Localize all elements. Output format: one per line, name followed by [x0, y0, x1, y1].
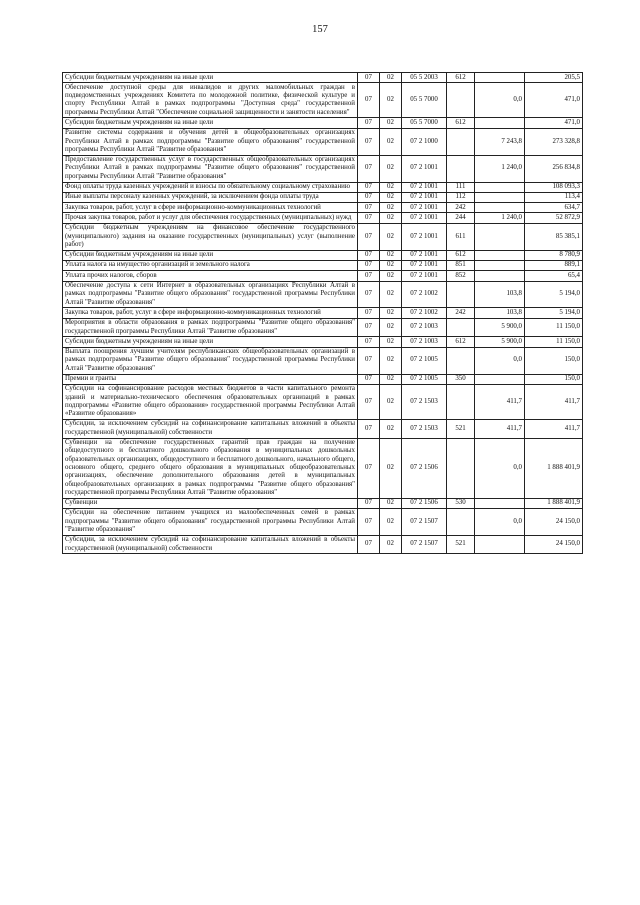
cell-amount-total: 11 150,0	[525, 337, 583, 347]
cell-amount-change	[475, 374, 525, 384]
cell-amount-total: 411,7	[525, 384, 583, 419]
cell-target-article: 07 2 1001	[402, 260, 447, 270]
cell-name: Закупка товаров, работ, услуг в сфере информационно-коммуникационных технологий	[63, 308, 358, 318]
cell-amount-total: 52 872,9	[525, 213, 583, 223]
cell-target-article: 07 2 1005	[402, 347, 447, 374]
cell-section: 07	[358, 508, 380, 535]
cell-section: 07	[358, 419, 380, 438]
cell-section: 07	[358, 213, 380, 223]
cell-target-article: 07 2 1001	[402, 213, 447, 223]
cell-name: Мероприятия в области образования в рамках подпрограммы "Развитие общего образования" государственной программы Республики Алтай "Развитие образования"	[63, 318, 358, 337]
page-number: 157	[312, 24, 328, 35]
cell-amount-total: 1 888 401,9	[525, 498, 583, 508]
cell-amount-change: 411,7	[475, 384, 525, 419]
cell-expense-type: 112	[447, 192, 475, 202]
cell-target-article: 07 2 1001	[402, 223, 447, 250]
cell-expense-type	[447, 318, 475, 337]
cell-section: 07	[358, 337, 380, 347]
cell-amount-total: 150,0	[525, 347, 583, 374]
cell-subsection: 02	[380, 118, 402, 128]
cell-name: Премии и гранты	[63, 374, 358, 384]
cell-target-article: 07 2 1503	[402, 384, 447, 419]
table-row	[63, 337, 583, 347]
cell-amount-change	[475, 182, 525, 192]
table-row	[63, 203, 583, 213]
cell-subsection: 02	[380, 347, 402, 374]
cell-expense-type: 244	[447, 213, 475, 223]
table-row	[63, 347, 583, 374]
table-row	[63, 374, 583, 384]
cell-amount-total: 150,0	[525, 374, 583, 384]
table-row	[63, 155, 583, 182]
cell-target-article: 07 2 1001	[402, 155, 447, 182]
cell-section: 07	[358, 155, 380, 182]
cell-expense-type	[447, 438, 475, 498]
cell-amount-total: 205,5	[525, 73, 583, 83]
budget-table	[62, 72, 583, 554]
cell-subsection: 02	[380, 155, 402, 182]
cell-name: Обеспечение доступной среды для инвалидов и других маломобильных граждан в подведомственных учреждениях Комитета по молодежной политике, физической культуре и спорту Республики Алтай в рамках подпрограммы "Доступная среда" государственной программы Республики Алтай "Обеспечение социальной защищенности и занятости населения"	[63, 83, 358, 118]
cell-amount-total: 5 194,0	[525, 281, 583, 308]
cell-expense-type: 612	[447, 118, 475, 128]
cell-name: Уплата прочих налогов, сборов	[63, 271, 358, 281]
table-row	[63, 535, 583, 554]
table-row	[63, 498, 583, 508]
table-row	[63, 318, 583, 337]
table-row	[63, 182, 583, 192]
cell-expense-type: 242	[447, 203, 475, 213]
cell-amount-total: 24 150,0	[525, 508, 583, 535]
cell-section: 07	[358, 535, 380, 554]
table-row	[63, 73, 583, 83]
cell-expense-type: 612	[447, 337, 475, 347]
cell-name: Субсидии бюджетным учреждениям на иные цели	[63, 118, 358, 128]
cell-name: Прочая закупка товаров, работ и услуг для обеспечения государственных (муниципальных) нужд	[63, 213, 358, 223]
cell-amount-change: 5 900,0	[475, 318, 525, 337]
table-row	[63, 83, 583, 118]
cell-target-article: 07 2 1002	[402, 308, 447, 318]
cell-subsection: 02	[380, 498, 402, 508]
cell-amount-total: 1 888 401,9	[525, 438, 583, 498]
cell-name: Предоставление государственных услуг в государственных общеобразовательных организациях Республики Алтай в рамках подпрограммы "Развитие общего образования" государственной программы Республики Алтай "Развитие образования"	[63, 155, 358, 182]
cell-section: 07	[358, 498, 380, 508]
cell-name: Развитие системы содержания и обучения детей в общеобразовательных организациях Республики Алтай в рамках подпрограммы "Развитие общего образования" государственной программы Республики Алтай "Развитие образования"	[63, 128, 358, 155]
cell-target-article: 07 2 1503	[402, 419, 447, 438]
cell-target-article: 07 2 1005	[402, 374, 447, 384]
cell-section: 07	[358, 438, 380, 498]
table-row	[63, 260, 583, 270]
cell-subsection: 02	[380, 83, 402, 118]
cell-target-article: 07 2 1001	[402, 271, 447, 281]
table-row	[63, 271, 583, 281]
cell-target-article: 07 2 1507	[402, 535, 447, 554]
cell-target-article: 07 2 1506	[402, 498, 447, 508]
table-row	[63, 308, 583, 318]
cell-subsection: 02	[380, 508, 402, 535]
cell-amount-total: 85 385,1	[525, 223, 583, 250]
cell-subsection: 02	[380, 337, 402, 347]
cell-name: Субсидии бюджетным учреждениям на иные цели	[63, 250, 358, 260]
cell-subsection: 02	[380, 281, 402, 308]
table-row	[63, 223, 583, 250]
cell-section: 07	[358, 73, 380, 83]
cell-name: Субсидии бюджетным учреждениям на иные цели	[63, 73, 358, 83]
cell-amount-total: 273 328,8	[525, 128, 583, 155]
cell-target-article: 07 2 1003	[402, 318, 447, 337]
cell-amount-change: 411,7	[475, 419, 525, 438]
cell-subsection: 02	[380, 438, 402, 498]
cell-expense-type	[447, 155, 475, 182]
table-row	[63, 192, 583, 202]
table-row	[63, 281, 583, 308]
cell-expense-type: 111	[447, 182, 475, 192]
cell-amount-total: 889,1	[525, 260, 583, 270]
cell-subsection: 02	[380, 250, 402, 260]
cell-expense-type: 852	[447, 271, 475, 281]
cell-subsection: 02	[380, 128, 402, 155]
cell-expense-type	[447, 83, 475, 118]
cell-amount-total: 256 834,8	[525, 155, 583, 182]
cell-expense-type: 611	[447, 223, 475, 250]
cell-amount-change	[475, 223, 525, 250]
cell-amount-total: 113,4	[525, 192, 583, 202]
cell-target-article: 05 5 7000	[402, 83, 447, 118]
cell-amount-change: 7 243,8	[475, 128, 525, 155]
table-row	[63, 118, 583, 128]
cell-name: Иные выплаты персоналу казенных учреждений, за исключением фонда оплаты труда	[63, 192, 358, 202]
cell-amount-total: 65,4	[525, 271, 583, 281]
cell-amount-total: 108 093,3	[525, 182, 583, 192]
cell-expense-type: 612	[447, 73, 475, 83]
cell-expense-type: 350	[447, 374, 475, 384]
cell-amount-change: 0,0	[475, 508, 525, 535]
cell-target-article: 07 2 1003	[402, 337, 447, 347]
cell-amount-change: 1 240,0	[475, 155, 525, 182]
table-row	[63, 508, 583, 535]
cell-amount-total: 471,0	[525, 118, 583, 128]
cell-section: 07	[358, 260, 380, 270]
cell-amount-change: 103,8	[475, 308, 525, 318]
cell-amount-total: 634,7	[525, 203, 583, 213]
cell-amount-change	[475, 73, 525, 83]
cell-name: Фонд оплаты труда казенных учреждений и взносы по обязательному социальному страхованию	[63, 182, 358, 192]
cell-subsection: 02	[380, 192, 402, 202]
cell-amount-change: 0,0	[475, 83, 525, 118]
cell-subsection: 02	[380, 271, 402, 281]
table-row	[63, 213, 583, 223]
cell-target-article: 05 5 7000	[402, 118, 447, 128]
table-row	[63, 384, 583, 419]
cell-name: Субвенции	[63, 498, 358, 508]
cell-name: Субсидии бюджетным учреждениям на иные цели	[63, 337, 358, 347]
cell-section: 07	[358, 203, 380, 213]
cell-name: Уплата налога на имущество организаций и земельного налога	[63, 260, 358, 270]
cell-amount-change: 103,8	[475, 281, 525, 308]
cell-amount-change	[475, 535, 525, 554]
cell-subsection: 02	[380, 384, 402, 419]
cell-amount-change	[475, 118, 525, 128]
cell-target-article: 07 2 1002	[402, 281, 447, 308]
cell-subsection: 02	[380, 374, 402, 384]
cell-expense-type	[447, 281, 475, 308]
cell-amount-total: 8 780,9	[525, 250, 583, 260]
cell-name: Субсидии, за исключением субсидий на софинансирование капитальных вложений в объекты государственной (муниципальной) собственности	[63, 535, 358, 554]
cell-subsection: 02	[380, 73, 402, 83]
cell-expense-type	[447, 347, 475, 374]
cell-target-article: 07 2 1000	[402, 128, 447, 155]
cell-target-article: 07 2 1507	[402, 508, 447, 535]
cell-expense-type: 530	[447, 498, 475, 508]
table-body	[63, 73, 583, 554]
cell-subsection: 02	[380, 308, 402, 318]
cell-expense-type: 851	[447, 260, 475, 270]
cell-subsection: 02	[380, 223, 402, 250]
cell-name: Выплата поощрения лучшим учителям республиканских общеобразовательных организаций в рамках подпрограммы "Развитие общего образования" государственной программы Республики Алтай "Развитие образования"	[63, 347, 358, 374]
cell-target-article: 07 2 1001	[402, 250, 447, 260]
cell-section: 07	[358, 128, 380, 155]
cell-subsection: 02	[380, 535, 402, 554]
cell-section: 07	[358, 347, 380, 374]
table-row	[63, 419, 583, 438]
cell-amount-total: 24 150,0	[525, 535, 583, 554]
cell-amount-change: 0,0	[475, 438, 525, 498]
cell-amount-total: 471,0	[525, 83, 583, 118]
cell-subsection: 02	[380, 419, 402, 438]
cell-amount-change	[475, 192, 525, 202]
cell-section: 07	[358, 223, 380, 250]
cell-amount-total: 5 194,0	[525, 308, 583, 318]
cell-target-article: 07 2 1001	[402, 182, 447, 192]
cell-target-article: 07 2 1506	[402, 438, 447, 498]
cell-amount-change	[475, 250, 525, 260]
cell-name: Субсидии, за исключением субсидий на софинансирование капитальных вложений в объекты государственной (муниципальной) собственности	[63, 419, 358, 438]
cell-expense-type: 242	[447, 308, 475, 318]
cell-section: 07	[358, 83, 380, 118]
cell-amount-change	[475, 271, 525, 281]
cell-target-article: 07 2 1001	[402, 192, 447, 202]
cell-amount-change	[475, 260, 525, 270]
cell-amount-change: 5 900,0	[475, 337, 525, 347]
cell-expense-type	[447, 508, 475, 535]
cell-section: 07	[358, 192, 380, 202]
cell-section: 07	[358, 308, 380, 318]
cell-amount-change: 1 240,0	[475, 213, 525, 223]
cell-name: Субвенции на обеспечение государственных гарантий прав граждан на получение общедоступного и бесплатного дошкольного образования в муниципальных дошкольных образовательных организациях, общедоступного и бесплатного дошкольного, начального общего, основного общего, среднего общего образования в муниципальных общеобразовательных организациях, обеспечение дополнительного образования детей в муниципальных общеобразовательных организациях в рамках подпрограммы "Развитие общего образования" государственной программы Республики Алтай "Развитие образования"	[63, 438, 358, 498]
cell-section: 07	[358, 118, 380, 128]
cell-name: Субсидии на обеспечение питанием учащихся из малообеспеченных семей в рамках подпрограммы "Развитие общего образования" государственной программы Республики Алтай "Развитие образования"	[63, 508, 358, 535]
cell-name: Закупка товаров, работ, услуг в сфере информационно-коммуникационных технологий	[63, 203, 358, 213]
table-row	[63, 250, 583, 260]
cell-name: Обеспечение доступа к сети Интернет в образовательных организациях Республики Алтай в рамках подпрограммы "Развитие общего образования" государственной программы Республики Алтай "Развитие образования"	[63, 281, 358, 308]
table-row	[63, 128, 583, 155]
cell-amount-change	[475, 498, 525, 508]
cell-section: 07	[358, 318, 380, 337]
cell-amount-change	[475, 203, 525, 213]
cell-subsection: 02	[380, 213, 402, 223]
cell-target-article: 05 5 2003	[402, 73, 447, 83]
cell-section: 07	[358, 250, 380, 260]
cell-name: Субсидии бюджетным учреждениям на финансовое обеспечение государственного (муниципального) задания на оказание государственных (муниципальных) услуг (выполнение работ)	[63, 223, 358, 250]
cell-amount-total: 411,7	[525, 419, 583, 438]
table-row	[63, 438, 583, 498]
cell-expense-type	[447, 128, 475, 155]
cell-subsection: 02	[380, 318, 402, 337]
cell-subsection: 02	[380, 203, 402, 213]
cell-section: 07	[358, 384, 380, 419]
cell-section: 07	[358, 374, 380, 384]
cell-subsection: 02	[380, 182, 402, 192]
cell-target-article: 07 2 1001	[402, 203, 447, 213]
cell-amount-change: 0,0	[475, 347, 525, 374]
cell-name: Субсидии на софинансирование расходов местных бюджетов в части капитального ремонта зданий и материально-технического обеспечения образовательных организаций в рамках подпрограммы «Развитие общего образования» государственной программы Республики Алтай «Развитие образования»	[63, 384, 358, 419]
cell-expense-type: 521	[447, 535, 475, 554]
cell-section: 07	[358, 281, 380, 308]
cell-subsection: 02	[380, 260, 402, 270]
cell-section: 07	[358, 271, 380, 281]
cell-expense-type: 612	[447, 250, 475, 260]
cell-expense-type	[447, 384, 475, 419]
cell-amount-total: 11 150,0	[525, 318, 583, 337]
cell-expense-type: 521	[447, 419, 475, 438]
cell-section: 07	[358, 182, 380, 192]
